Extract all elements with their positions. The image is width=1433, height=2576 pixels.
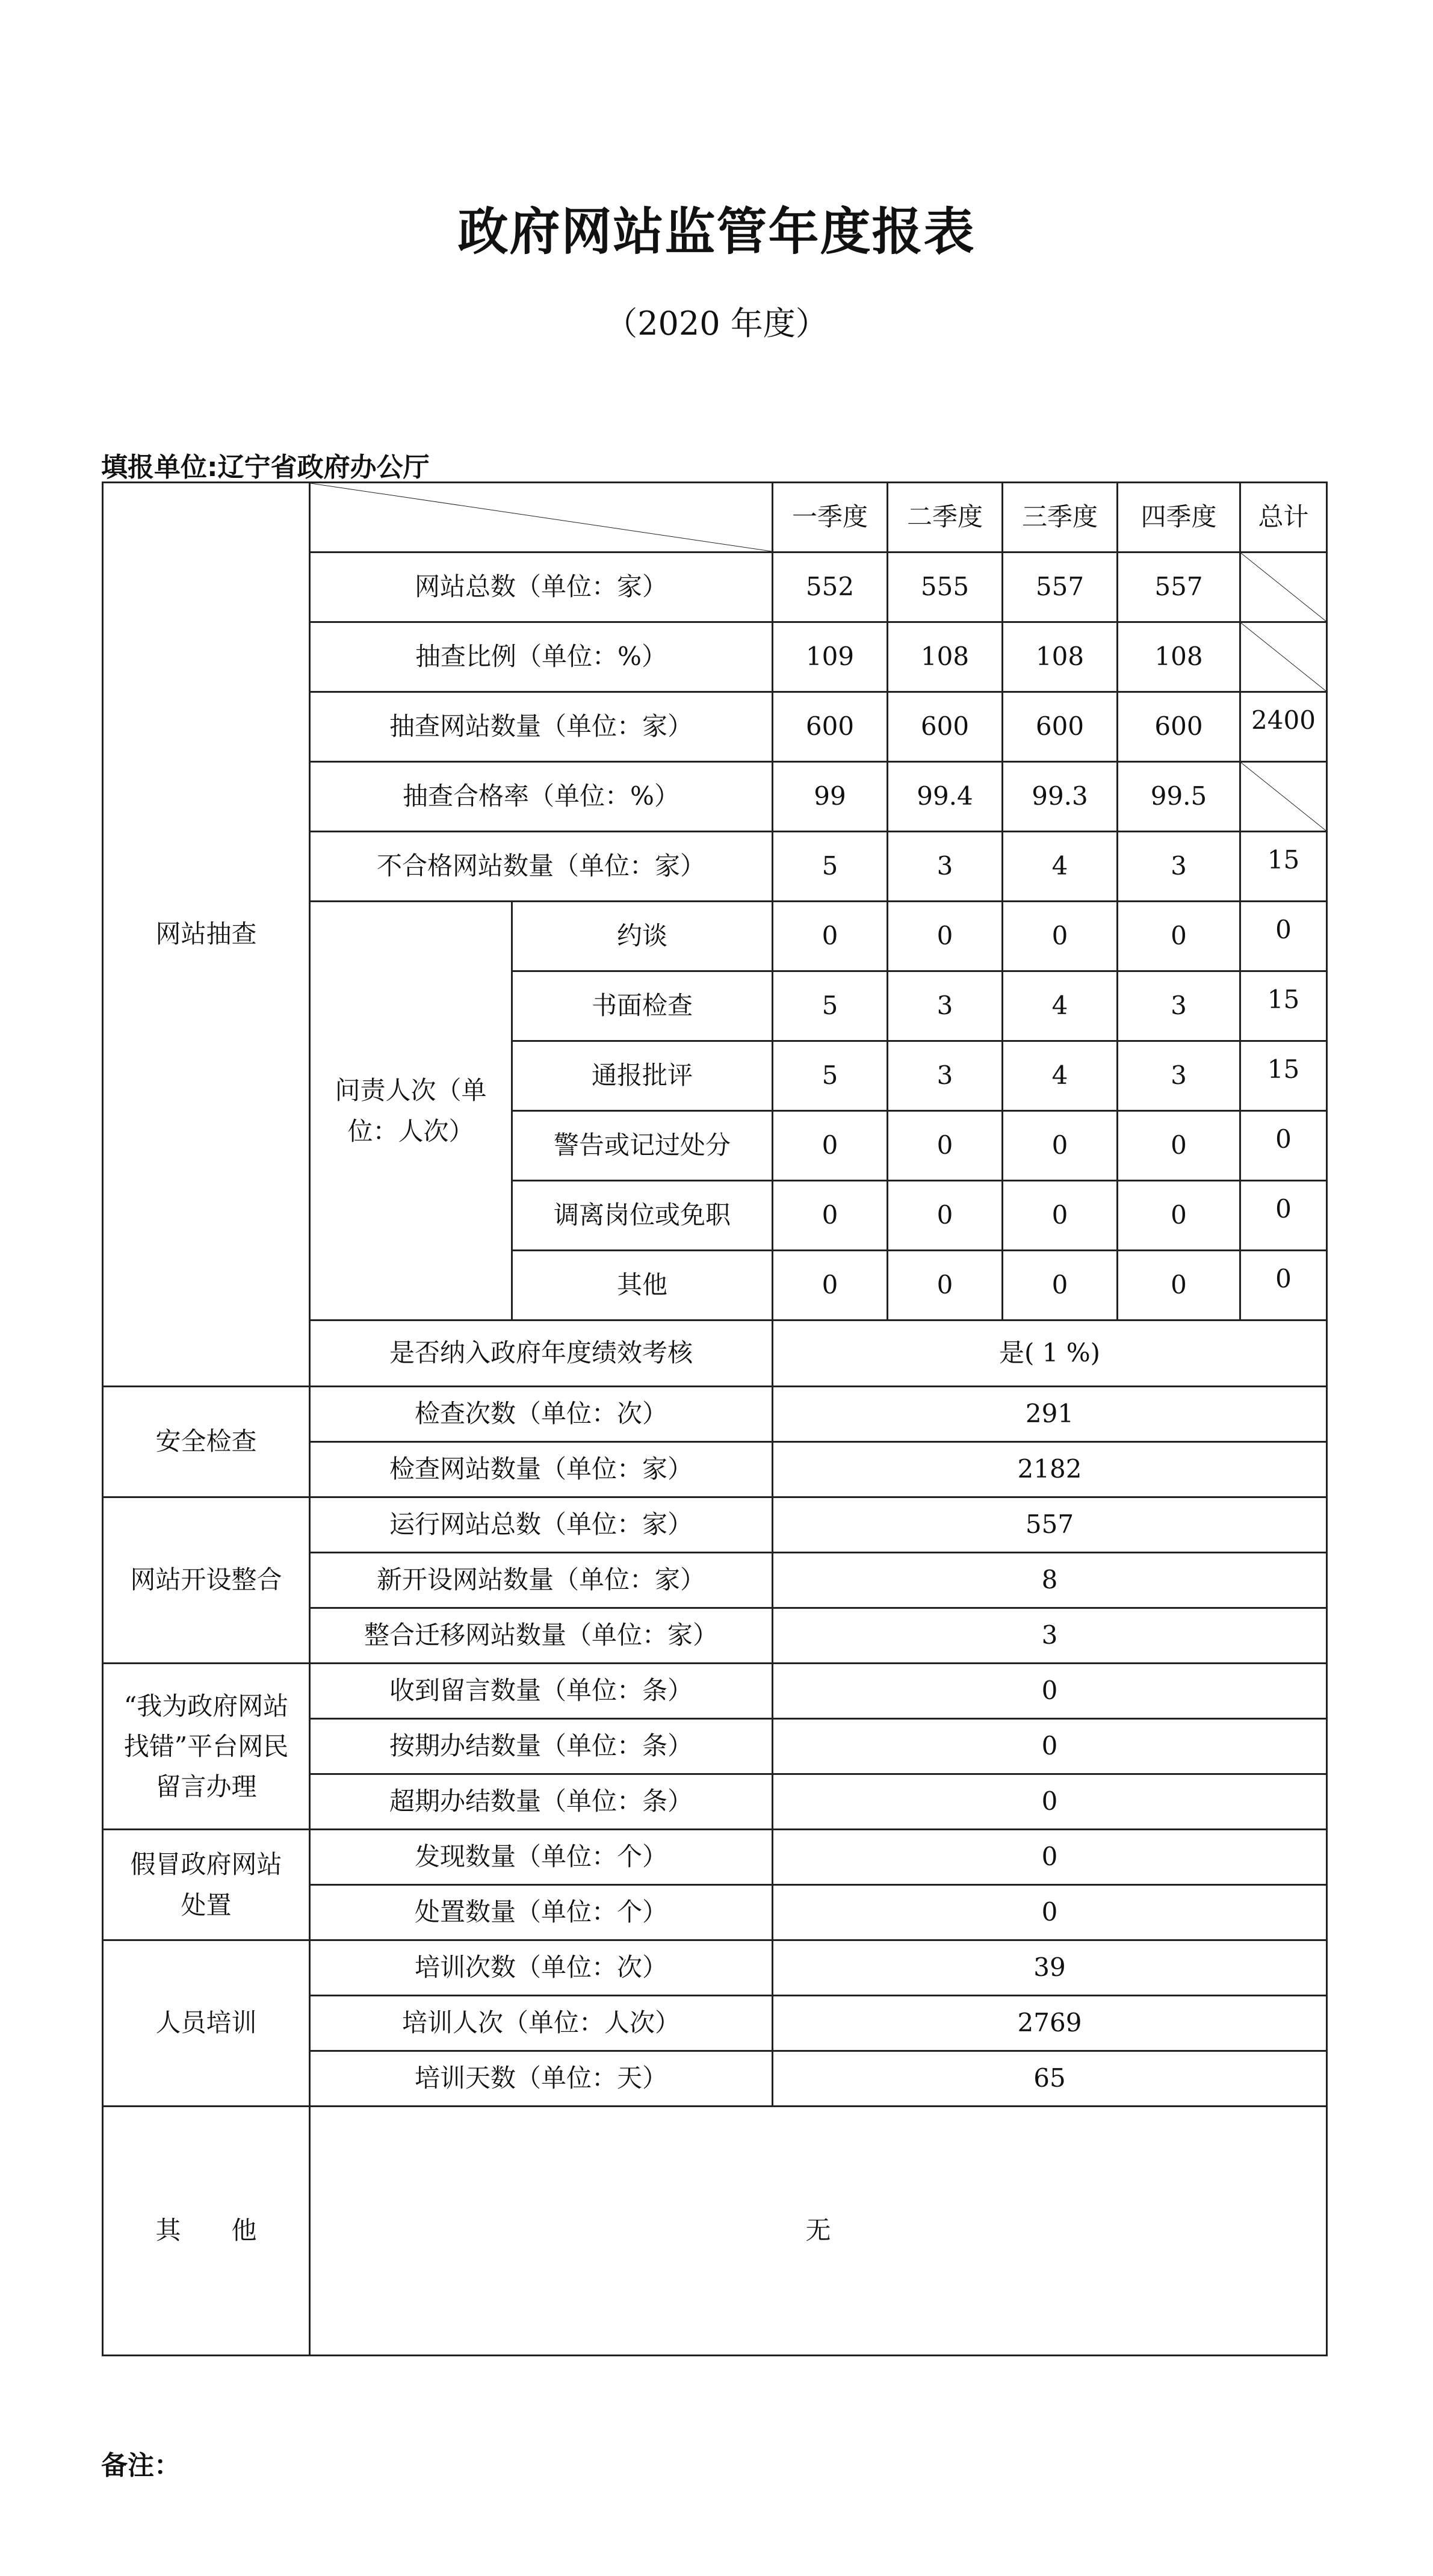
row-label: 调离岗位或免职: [512, 1181, 773, 1251]
cell-q3: 600: [1003, 692, 1118, 762]
cell-q2: 99.4: [888, 762, 1003, 832]
row-value: 0: [773, 1664, 1327, 1719]
cell-q2: 3: [888, 1041, 1003, 1111]
cell-q2: 3: [888, 832, 1003, 902]
row-value: 0: [773, 1885, 1327, 1940]
cell-q1: 552: [773, 553, 888, 622]
row-label: 培训次数（单位：次）: [310, 1940, 773, 1996]
diagonal-line: [1241, 553, 1326, 621]
row-label: 处置数量（单位：个）: [310, 1885, 773, 1940]
header-q3: 三季度: [1003, 483, 1118, 553]
diagonal-line: [311, 483, 772, 551]
group-other: 其 他: [103, 2107, 310, 2356]
row-label: 不合格网站数量（单位：家）: [310, 832, 773, 902]
row-label: 培训天数（单位：天）: [310, 2051, 773, 2107]
row-value: 3: [773, 1608, 1327, 1664]
note-label: 备注：: [101, 2450, 181, 2481]
cell-q1: 0: [773, 902, 888, 971]
row-label: 整合迁移网站数量（单位：家）: [310, 1608, 773, 1664]
cell-total: 2400: [1240, 692, 1327, 762]
cell-q3: 0: [1003, 1111, 1118, 1181]
cell-q1: 0: [773, 1111, 888, 1181]
cell-q4: 0: [1118, 1251, 1240, 1321]
cell-total: 0: [1240, 1251, 1327, 1321]
accountability-label: 问责人次（单位：人次）: [310, 902, 512, 1321]
cell-q1: 0: [773, 1181, 888, 1251]
group-messages: “我为政府网站找错”平台网民留言办理: [103, 1664, 310, 1830]
performance-value: 是( 1 %): [773, 1321, 1327, 1387]
cell-q2: 555: [888, 553, 1003, 622]
table-row: [103, 1387, 1327, 1442]
cell-q2: 0: [888, 1181, 1003, 1251]
cell-q2: 600: [888, 692, 1003, 762]
cell-q1: 0: [773, 1251, 888, 1321]
row-value: 0: [773, 1830, 1327, 1885]
table-row: [103, 1940, 1327, 1996]
cell-q1: 109: [773, 622, 888, 692]
row-label: 培训人次（单位：人次）: [310, 1996, 773, 2051]
cell-q4: 99.5: [1118, 762, 1240, 832]
group-website-check: 网站抽查: [103, 483, 310, 1387]
group-training: 人员培训: [103, 1940, 310, 2107]
row-label: 抽查合格率（单位：%）: [310, 762, 773, 832]
cell-q1: 600: [773, 692, 888, 762]
cell-q4: 108: [1118, 622, 1240, 692]
cell-total: 15: [1240, 832, 1327, 902]
diagonal-line: [1241, 623, 1326, 691]
cell-q1: 5: [773, 1041, 888, 1111]
reporting-unit: 填报单位:辽宁省政府办公厅: [101, 452, 430, 483]
cell-q4: 0: [1118, 902, 1240, 971]
row-label: 警告或记过处分: [512, 1111, 773, 1181]
cell-q2: 0: [888, 1251, 1003, 1321]
cell-q4: 3: [1118, 1041, 1240, 1111]
cell-total: 0: [1240, 902, 1327, 971]
row-value: 2769: [773, 1996, 1327, 2051]
cell-q1: 99: [773, 762, 888, 832]
header-q1: 一季度: [773, 483, 888, 553]
row-label: 运行网站总数（单位：家）: [310, 1497, 773, 1553]
row-label: 书面检查: [512, 971, 773, 1041]
cell-q3: 4: [1003, 832, 1118, 902]
cell-q1: 5: [773, 832, 888, 902]
row-value: 291: [773, 1387, 1327, 1442]
cell-q3: 4: [1003, 1041, 1118, 1111]
row-label: 通报批评: [512, 1041, 773, 1111]
cell-q1: 5: [773, 971, 888, 1041]
header-total: 总计: [1240, 483, 1327, 553]
group-security: 安全检查: [103, 1387, 310, 1497]
cell-q2: 0: [888, 1111, 1003, 1181]
table-row: [103, 1830, 1327, 1885]
row-label: 检查次数（单位：次）: [310, 1387, 773, 1442]
row-value: 8: [773, 1553, 1327, 1608]
cell-q4: 3: [1118, 832, 1240, 902]
row-label: 超期办结数量（单位：条）: [310, 1774, 773, 1830]
cell-q3: 0: [1003, 1251, 1118, 1321]
row-label: 抽查比例（单位：%）: [310, 622, 773, 692]
header-q2: 二季度: [888, 483, 1003, 553]
cell-q4: 0: [1118, 1111, 1240, 1181]
cell-q3: 4: [1003, 971, 1118, 1041]
cell-q2: 3: [888, 971, 1003, 1041]
other-value: 无: [310, 2107, 1327, 2356]
cell-q3: 557: [1003, 553, 1118, 622]
row-value: 2182: [773, 1442, 1327, 1497]
row-value: 557: [773, 1497, 1327, 1553]
cell-q3: 108: [1003, 622, 1118, 692]
row-label: 是否纳入政府年度绩效考核: [310, 1321, 773, 1387]
cell-total-empty: [1240, 622, 1327, 692]
diagonal-line: [1241, 763, 1326, 831]
cell-q2: 0: [888, 902, 1003, 971]
row-label: 抽查网站数量（单位：家）: [310, 692, 773, 762]
cell-total: 0: [1240, 1111, 1327, 1181]
cell-total: 15: [1240, 1041, 1327, 1111]
table-row: [103, 1664, 1327, 1719]
cell-total: 15: [1240, 971, 1327, 1041]
row-label: 发现数量（单位：个）: [310, 1830, 773, 1885]
cell-total-empty: [1240, 762, 1327, 832]
row-value: 0: [773, 1719, 1327, 1774]
row-label: 网站总数（单位：家）: [310, 553, 773, 622]
row-value: 39: [773, 1940, 1327, 1996]
row-label: 约谈: [512, 902, 773, 971]
cell-q4: 557: [1118, 553, 1240, 622]
row-label: 新开设网站数量（单位：家）: [310, 1553, 773, 1608]
report-year: （2020 年度）: [605, 305, 828, 342]
cell-q3: 99.3: [1003, 762, 1118, 832]
cell-q3: 0: [1003, 1181, 1118, 1251]
row-value: 0: [773, 1774, 1327, 1830]
cell-q4: 0: [1118, 1181, 1240, 1251]
group-fake-sites: 假冒政府网站处置: [103, 1830, 310, 1940]
cell-q4: 3: [1118, 971, 1240, 1041]
page-title: 政府网站监管年度报表: [457, 202, 976, 261]
header-row: [103, 483, 1327, 553]
table-row: [103, 2107, 1327, 2356]
row-label: 按期办结数量（单位：条）: [310, 1719, 773, 1774]
report-table: [102, 481, 1328, 2356]
row-label: 检查网站数量（单位：家）: [310, 1442, 773, 1497]
group-integration: 网站开设整合: [103, 1497, 310, 1664]
table-row: [103, 1497, 1327, 1553]
header-q4: 四季度: [1118, 483, 1240, 553]
cell-total-empty: [1240, 553, 1327, 622]
cell-q3: 0: [1003, 902, 1118, 971]
cell-total: 0: [1240, 1181, 1327, 1251]
header-diagonal-cell: [310, 483, 773, 553]
row-label: 收到留言数量（单位：条）: [310, 1664, 773, 1719]
row-value: 65: [773, 2051, 1327, 2107]
row-label: 其他: [512, 1251, 773, 1321]
cell-q4: 600: [1118, 692, 1240, 762]
cell-q2: 108: [888, 622, 1003, 692]
